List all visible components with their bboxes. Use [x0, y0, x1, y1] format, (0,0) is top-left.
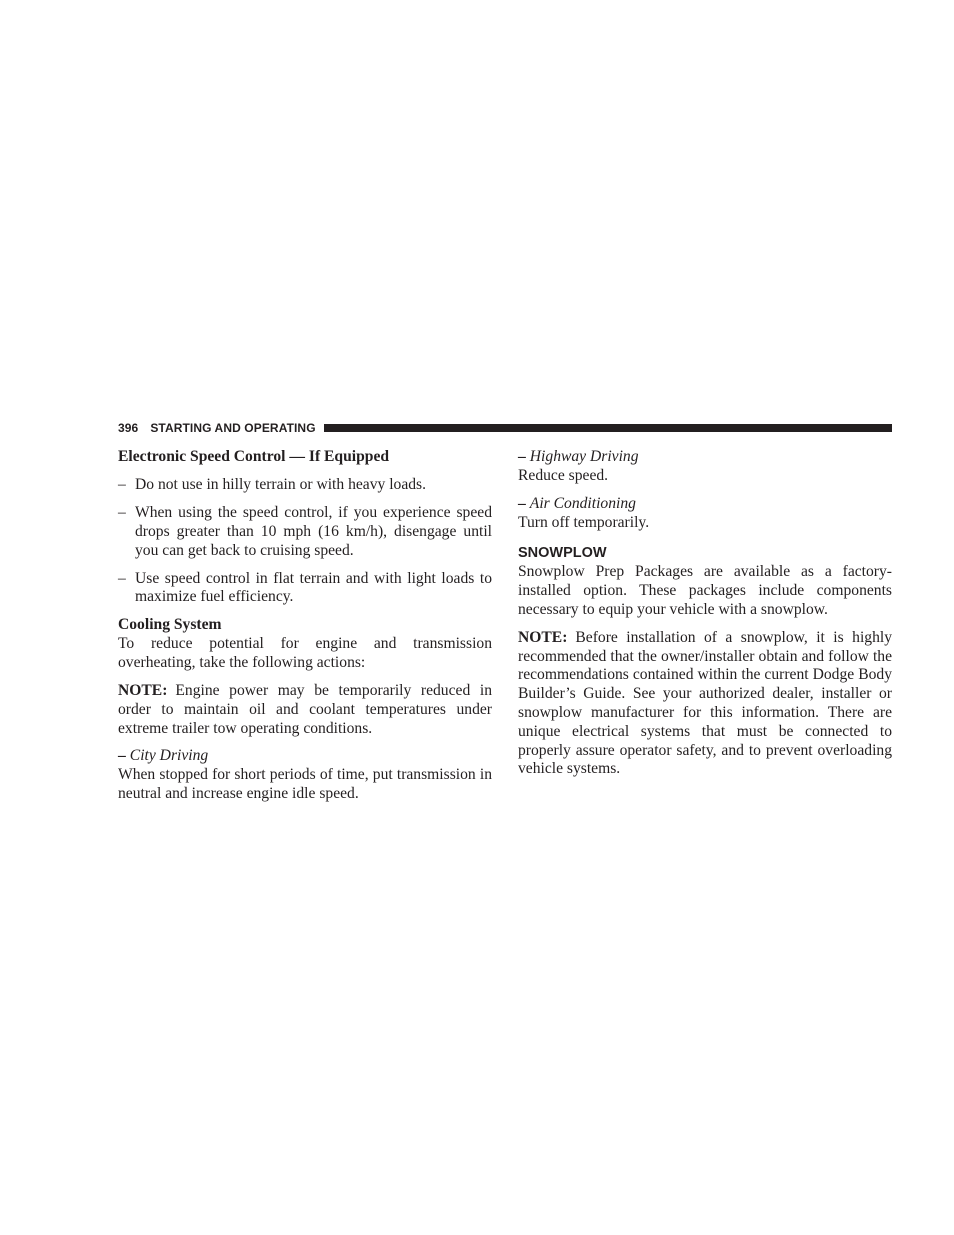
esc-bullet-3	[118, 570, 492, 608]
cooling-text: To reduce potential for engine and transmission overheating, take the following actions:	[118, 635, 492, 671]
highway-heading-text: Highway Driving	[529, 448, 639, 465]
city-heading-text: City Driving	[129, 747, 209, 765]
note-paragraph	[118, 682, 492, 738]
snowplow-note-text: Before installation of a snowplow, it is highly recommended that the owner/installer obtain and follow the recommendations contained within the current Dodge Body Builder’s Guide. See your authorized dealer, installer or snowplow manufacturer for this information. There are unique electrical systems that must be connected to properly assure operator safety, and to prevent overloading vehicle systems.	[518, 628, 892, 778]
note-label: NOTE:	[118, 681, 168, 699]
snowplow-heading: SNOWPLOW	[518, 545, 607, 562]
ac-dash: –	[518, 494, 526, 512]
header-rule	[324, 424, 892, 432]
bullet-dash: –	[118, 569, 126, 587]
esc-bullet-1	[118, 476, 492, 495]
bullet-dash: –	[118, 503, 126, 521]
ac-heading-text: Air Conditioning	[529, 494, 636, 512]
snowplow-text: Snowplow Prep Packages are available as a factory-installed option. These packages include components necessary to equip your vehicle with a snowplow.	[518, 563, 892, 618]
esc-bullet-text: Do not use in hilly terrain or with heavy loads.	[135, 475, 427, 493]
esc-bullet-text: Use speed control in flat terrain and with light loads to maximize fuel efficiency.	[135, 569, 492, 606]
section-title: STARTING AND OPERATING	[150, 421, 316, 435]
note-label: NOTE:	[518, 628, 568, 646]
page-header	[118, 419, 892, 437]
esc-bullet-text: When using the speed control, if you experience speed drops greater than 10 mph (16 km/h), disengage until you can get back to cruising speed.	[135, 503, 492, 559]
ac-text: Turn off temporarily.	[518, 513, 650, 531]
city-text: When stopped for short periods of time, put transmission in neutral and increase engine idle speed.	[118, 766, 492, 803]
highway-dash: –	[518, 448, 526, 465]
ac-heading	[518, 495, 892, 514]
page-number: 396	[118, 421, 139, 435]
city-heading	[118, 747, 492, 766]
bullet-dash: –	[118, 475, 126, 493]
highway-text: Reduce speed.	[518, 466, 609, 484]
left-column	[118, 448, 492, 813]
note-text: Engine power may be temporarily reduced in order to maintain oil and coolant temperatures under extreme trailer tow operating conditions.	[118, 681, 492, 737]
highway-heading	[518, 448, 892, 467]
snowplow-note	[518, 629, 892, 779]
cooling-heading: Cooling System	[118, 616, 222, 634]
city-dash: –	[118, 747, 126, 765]
esc-heading: Electronic Speed Control — If Equipped	[118, 448, 390, 465]
right-column	[518, 448, 892, 788]
esc-bullet-2	[118, 504, 492, 560]
